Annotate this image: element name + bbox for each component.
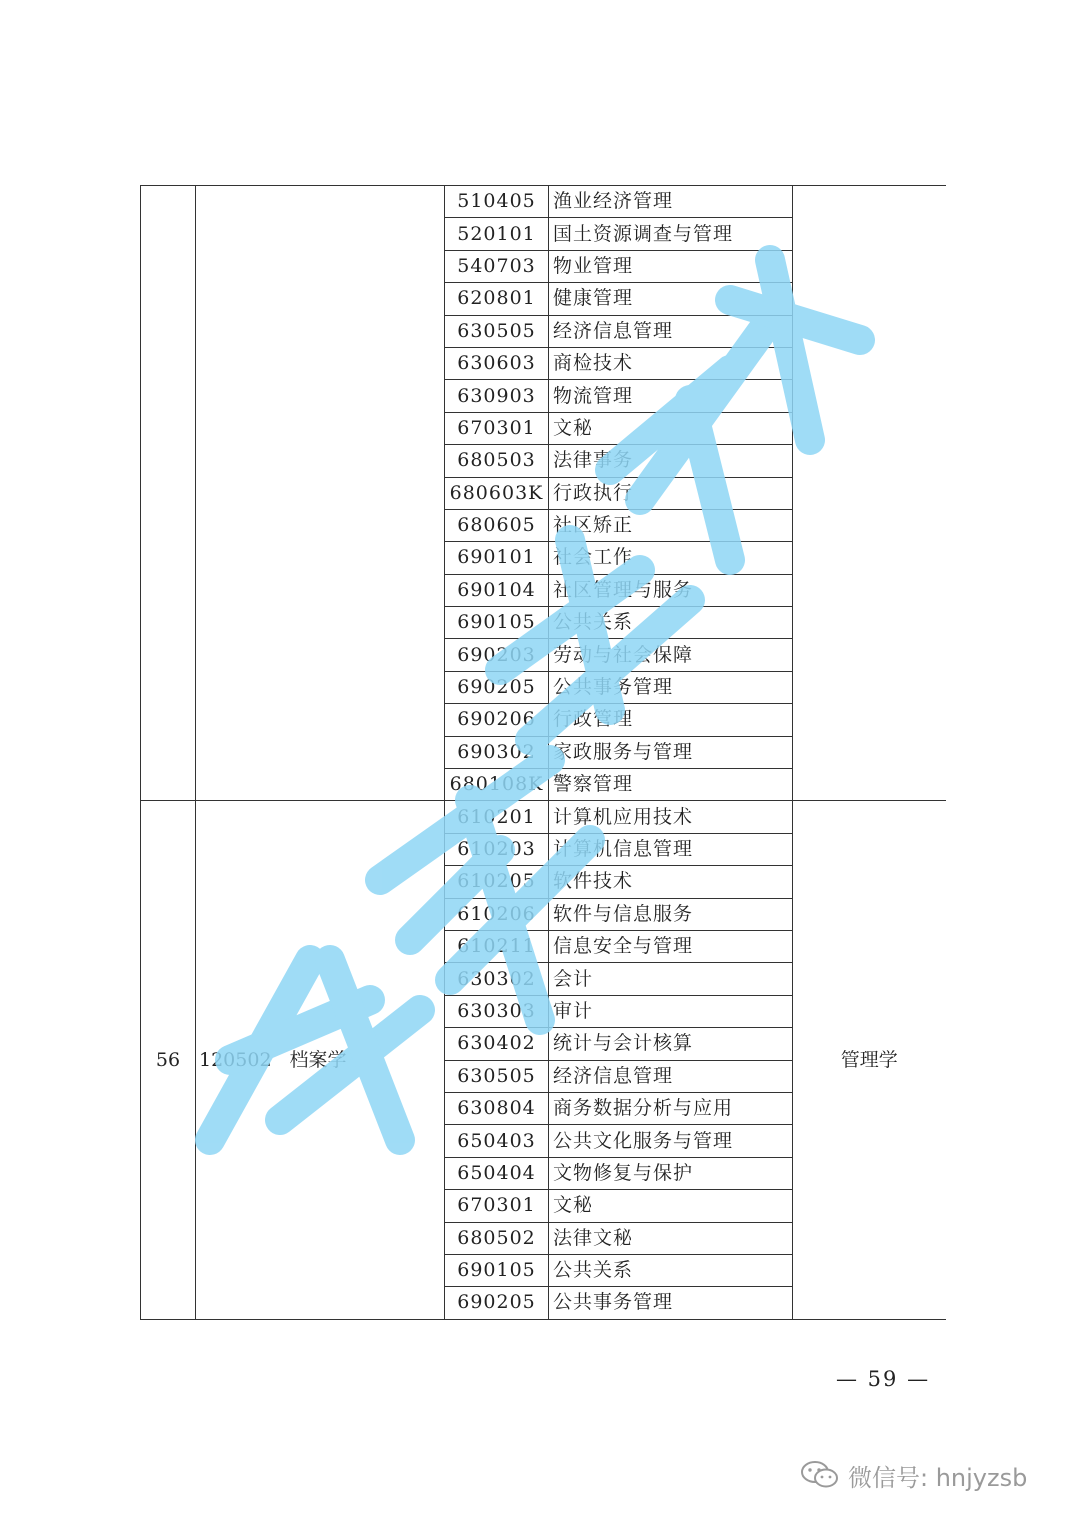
program-name: 公共关系 bbox=[549, 607, 793, 639]
program-code: 690104 bbox=[445, 574, 549, 606]
table-row bbox=[141, 801, 946, 833]
program-code: 630505 bbox=[445, 315, 549, 347]
program-code: 630804 bbox=[445, 1092, 549, 1124]
program-name: 文物修复与保护 bbox=[549, 1157, 793, 1189]
program-name: 公共关系 bbox=[549, 1254, 793, 1286]
program-name: 公共事务管理 bbox=[549, 671, 793, 703]
program-code: 630603 bbox=[445, 347, 549, 379]
program-code: 510405 bbox=[445, 186, 549, 218]
program-name: 家政服务与管理 bbox=[549, 736, 793, 768]
program-code: 680502 bbox=[445, 1222, 549, 1254]
program-name: 计算机应用技术 bbox=[549, 801, 793, 833]
table-body bbox=[141, 186, 946, 1320]
program-name: 国土资源调查与管理 bbox=[549, 218, 793, 250]
program-code: 690205 bbox=[445, 1287, 549, 1319]
program-name: 健康管理 bbox=[549, 283, 793, 315]
program-name: 物流管理 bbox=[549, 380, 793, 412]
program-name: 会计 bbox=[549, 963, 793, 995]
program-code: 630505 bbox=[445, 1060, 549, 1092]
program-code: 630402 bbox=[445, 1028, 549, 1060]
program-code: 610205 bbox=[445, 866, 549, 898]
program-name: 渔业经济管理 bbox=[549, 186, 793, 218]
page-number: — 59 — bbox=[836, 1367, 931, 1391]
program-code: 670301 bbox=[445, 1190, 549, 1222]
program-code: 630302 bbox=[445, 963, 549, 995]
program-name: 文秘 bbox=[549, 1190, 793, 1222]
program-code: 690302 bbox=[445, 736, 549, 768]
program-name: 法律文秘 bbox=[549, 1222, 793, 1254]
program-code: 690101 bbox=[445, 542, 549, 574]
program-code: 690203 bbox=[445, 639, 549, 671]
program-name: 商检技术 bbox=[549, 347, 793, 379]
program-code: 520101 bbox=[445, 218, 549, 250]
program-code: 610203 bbox=[445, 833, 549, 865]
program-code: 630303 bbox=[445, 995, 549, 1027]
program-name: 商务数据分析与应用 bbox=[549, 1092, 793, 1124]
program-name: 计算机信息管理 bbox=[549, 833, 793, 865]
wechat-watermark bbox=[800, 1458, 1027, 1492]
program-name: 审计 bbox=[549, 995, 793, 1027]
program-name: 统计与会计核算 bbox=[549, 1028, 793, 1060]
table-row bbox=[141, 186, 946, 218]
program-code: 690105 bbox=[445, 1254, 549, 1286]
program-code: 610206 bbox=[445, 898, 549, 930]
major-code: 120502 bbox=[199, 1048, 272, 1071]
major-name: 档案学 bbox=[289, 1048, 347, 1071]
program-name: 行政执行 bbox=[549, 477, 793, 509]
program-name: 物业管理 bbox=[549, 250, 793, 282]
program-code: 680108K bbox=[445, 769, 549, 801]
program-name: 社区矫正 bbox=[549, 509, 793, 541]
wechat-id: 微信号: hnjyzsb bbox=[848, 1463, 1028, 1492]
program-code: 680603K bbox=[445, 477, 549, 509]
program-code: 540703 bbox=[445, 250, 549, 282]
program-code: 620801 bbox=[445, 283, 549, 315]
program-code: 690105 bbox=[445, 607, 549, 639]
program-name: 软件与信息服务 bbox=[549, 898, 793, 930]
program-name: 警察管理 bbox=[549, 769, 793, 801]
category-cell bbox=[793, 186, 946, 801]
program-name: 公共事务管理 bbox=[549, 1287, 793, 1319]
program-name: 信息安全与管理 bbox=[549, 930, 793, 962]
major-cell bbox=[196, 801, 445, 1319]
row-number: 56 bbox=[141, 801, 196, 1319]
program-code: 610211 bbox=[445, 930, 549, 962]
program-name: 经济信息管理 bbox=[549, 315, 793, 347]
program-name: 软件技术 bbox=[549, 866, 793, 898]
row-number-cell bbox=[141, 186, 196, 801]
program-code: 680605 bbox=[445, 509, 549, 541]
category: 管理学 bbox=[793, 801, 946, 1319]
program-name: 社区管理与服务 bbox=[549, 574, 793, 606]
program-code: 670301 bbox=[445, 412, 549, 444]
program-name: 社会工作 bbox=[549, 542, 793, 574]
program-table bbox=[140, 185, 946, 1320]
major-cell bbox=[196, 186, 445, 801]
program-name: 经济信息管理 bbox=[549, 1060, 793, 1092]
program-code: 690205 bbox=[445, 671, 549, 703]
program-name: 公共文化服务与管理 bbox=[549, 1125, 793, 1157]
program-code: 650403 bbox=[445, 1125, 549, 1157]
program-code: 680503 bbox=[445, 445, 549, 477]
program-code: 610201 bbox=[445, 801, 549, 833]
program-code: 630903 bbox=[445, 380, 549, 412]
program-name: 文秘 bbox=[549, 412, 793, 444]
wechat-icon bbox=[800, 1459, 840, 1491]
program-name: 劳动与社会保障 bbox=[549, 639, 793, 671]
program-name: 行政管理 bbox=[549, 704, 793, 736]
program-code: 650404 bbox=[445, 1157, 549, 1189]
program-name: 法律事务 bbox=[549, 445, 793, 477]
program-code: 690206 bbox=[445, 704, 549, 736]
